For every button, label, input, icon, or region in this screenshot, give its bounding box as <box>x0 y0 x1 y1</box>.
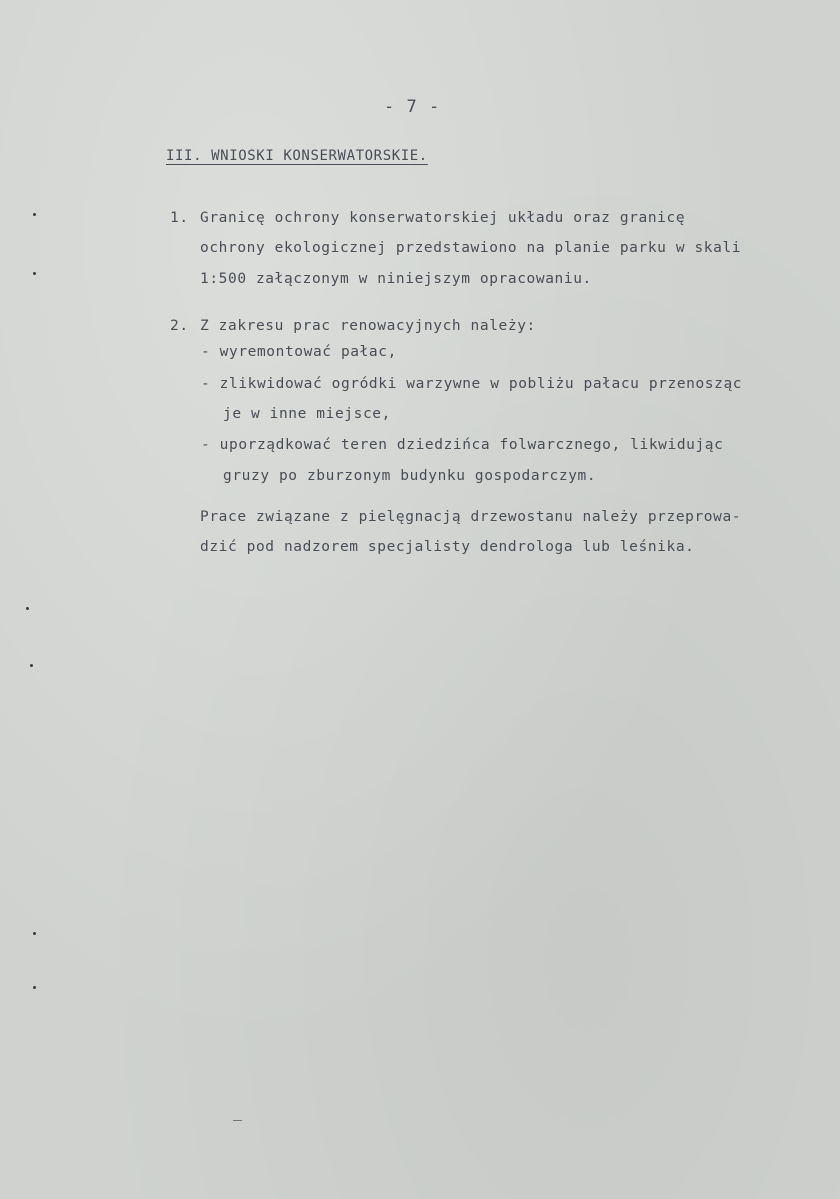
margin-dot <box>33 986 36 989</box>
margin-dot <box>33 932 36 935</box>
item-2-bullet-2-cont: je w inne miejsce, <box>223 406 391 422</box>
stray-mark <box>233 1120 242 1121</box>
margin-dot <box>33 213 36 216</box>
item-2-bullet-3-cont: gruzy po zburzonym budynku gospodarczym. <box>223 468 597 484</box>
item-2-bullet-1: - wyremontować pałac, <box>201 344 397 360</box>
item-2-number: 2. <box>170 318 189 334</box>
item-2-bullet-3: - uporządkować teren dziedzińca folwarcznego, likwidując <box>201 437 724 453</box>
item-1-line-2: ochrony ekologicznej przedstawiono na planie parku w skali <box>200 240 742 256</box>
section-heading: III. WNIOSKI KONSERWATORSKIE. <box>166 148 428 164</box>
closing-line-1: Prace związane z pielęgnacją drzewostanu należy przeprowa- <box>200 509 742 525</box>
item-1-line-3: 1:500 załączonym w niniejszym opracowaniu. <box>200 271 592 287</box>
margin-dot <box>26 607 29 610</box>
page-number: - 7 - <box>384 97 441 117</box>
item-1-line-1: Granicę ochrony konserwatorskiej układu oraz granicę <box>200 210 686 226</box>
item-2-intro: Z zakresu prac renowacyjnych należy: <box>200 318 536 334</box>
item-2-bullet-2: - zlikwidować ogródki warzywne w pobliżu pałacu przenosząc <box>201 376 743 392</box>
item-1-number: 1. <box>170 210 189 226</box>
margin-dot <box>30 664 33 667</box>
margin-dot <box>33 272 36 275</box>
closing-line-2: dzić pod nadzorem specjalisty dendrologa lub leśnika. <box>200 539 695 555</box>
